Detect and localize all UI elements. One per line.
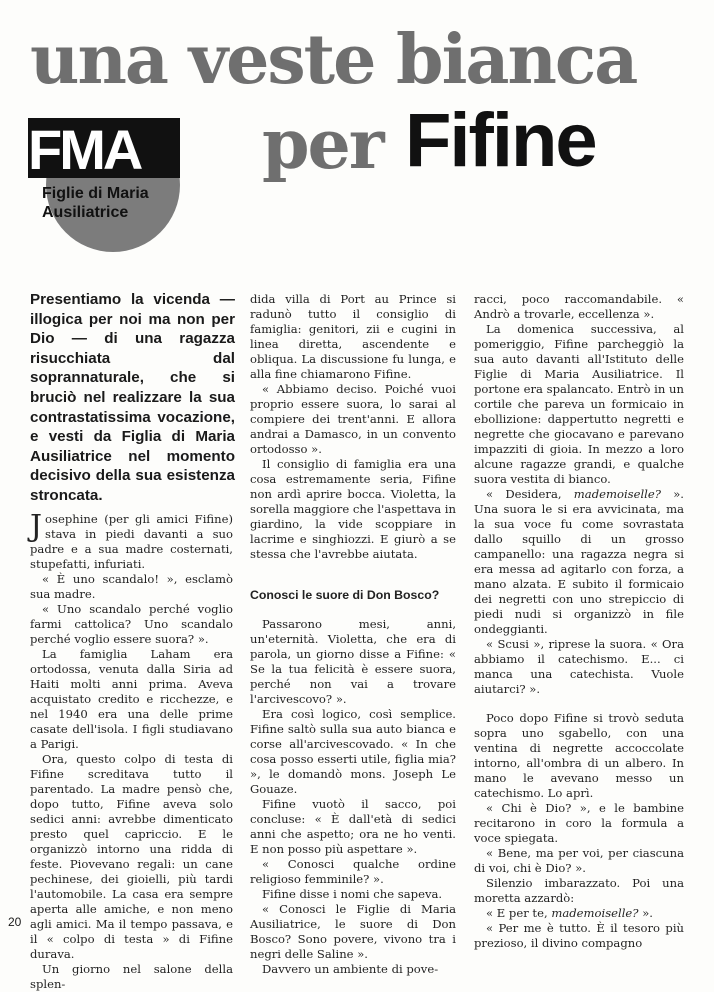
text-run: « E per te,	[486, 906, 552, 920]
paragraph: Silenzio imbarazzato. Poi una moretta azzardò:	[474, 876, 684, 905]
article-title-line1: una veste bianca	[30, 20, 637, 100]
paragraph: racci, poco raccomandabile. « Andrò a trovarle, eccellenza ».	[474, 292, 684, 321]
logo-mark: FMA	[28, 118, 141, 181]
paragraph: La famiglia Laham era ortodossa, venuta dalla Siria ad Haiti molti anni prima. Aveva acquistato credito e ricchezze, e nel 1940 era una delle prime casate dell'isola. I figli studiavano a Parigi.	[30, 647, 233, 751]
paragraph: Ora, questo colpo di testa di Fifine screditava tutto il parentado. La madre pensò che, dopo tutto, Fifine aveva solo sedici anni: avrebbe dimenticato presto quel capriccio. E le organizzò intorno una ridda di feste. Piovevano regali: un cane pechinese, dei gioielli, più tardi l'automobile. La casa era sempre aperta alle amiche, e non meno agli amici. Ma il tempo passava, e il « colpo di testa » di Fifine durava.	[30, 752, 233, 961]
paragraph: Un giorno nel salone della splen-	[30, 962, 233, 991]
paragraph: « Per me è tutto. È il tesoro più prezioso, il divino compagno	[474, 921, 684, 950]
paragraph: Fifine disse i nomi che sapeva.	[262, 887, 443, 901]
article-title-per: per	[262, 105, 383, 185]
text-run: ».	[638, 906, 653, 920]
column-3	[474, 292, 684, 951]
paragraph: Davvero un ambiente di pove-	[262, 962, 439, 976]
paragraph: « Chi è Dio? », e le bambine recitarono in coro la formula a voce spiegata.	[474, 801, 684, 845]
column-2	[250, 292, 456, 977]
paragraph: « Conosci qualche ordine religioso femminile? ».	[250, 857, 456, 886]
lead-paragraph: Presentiamo la vicenda — illogica per noi ma non per Dio — di una ragazza risucchiata dal soprannaturale, che si bruciò nel realizzare la sua contrastatissima vocazione, e vesti da Figlia di Maria Ausiliatrice nel momento decisivo della sua esistenza stroncata.	[30, 291, 235, 504]
paragraph: « È uno scandalo! », esclamò sua madre.	[30, 572, 233, 601]
paragraph: dida villa di Port au Prince si radunò tutto il consiglio di famiglia: genitori, zii e cugini in linea diretta, ascendente e obliqua. La discussione fu lunga, e alla fine chiamarono Fifine.	[250, 292, 456, 381]
paragraph: osephine (per gli amici Fifine) stava in piedi davanti a suo padre e a sua madre costernati, stupefatti, infuriati.	[30, 512, 233, 571]
paragraph: Poco dopo Fifine si trovò seduta sopra uno sgabello, con una ventina di negrette accoccolate intorno, all'ombra di un albero. In mano le avevano messo un catechismo. Lo aprì.	[474, 711, 684, 800]
paragraph: « Bene, ma per voi, per ciascuna di voi, chi è Dio? ».	[474, 846, 684, 875]
paragraph	[474, 906, 684, 921]
text-run: ». Una suora le si era avvicinata, ma la sua voce fu come sovrastata dallo squillo di un grosso campanello: una ragazza negra si era messa ad agitarlo con forza, a mano alzata. E subito il formicaio dei negretti con uno strepiccio di piedi nudi si organizzò in file ondeggianti.	[474, 487, 684, 636]
logo-caption-line2: Ausiliatrice	[42, 204, 129, 221]
paragraph: « Uno scandalo perché voglio farmi cattolica? Uno scandalo perché voglio essere suora? ».	[30, 602, 233, 646]
logo-caption	[42, 184, 149, 222]
paragraph: « Abbiamo deciso. Poiché vuoi proprio essere suora, lo sarai al compiere dei trent'anni. E allora andrai a Damasco, in un convento ortodosso ».	[250, 382, 456, 456]
paragraph: « Conosci le Figlie di Maria Ausiliatrice, le suore di Don Bosco? Sono povere, vivono tra i negri delle Saline ».	[250, 902, 456, 961]
text-run: « Desidera,	[486, 487, 574, 501]
paragraph: Era così logico, così semplice. Fifine saltò sulla sua auto bianca e corse all'arcivescovado. « In che cosa posso esserti utile, figlia mia? », le domandò mons. Joseph Le Gouaze.	[250, 707, 456, 796]
italic-run: mademoiselle?	[573, 487, 661, 501]
page-number: 20	[8, 915, 22, 929]
paragraph: « Scusi », riprese la suora. « Ora abbiamo il catechismo. E... ci manca una catechista. Vuole aiutarci? ».	[474, 637, 684, 696]
paragraph	[474, 487, 684, 637]
fma-logo	[28, 118, 180, 232]
column-1	[30, 509, 233, 992]
paragraph: La domenica successiva, al pomeriggio, Fifine parcheggiò la sua auto davanti all'Istituto delle Figlie di Maria Ausiliatrice. Il portone era spalancato. Entrò in un cortile che pareva un formicaio in ebollizione: dappertutto negretti e negrette che giocavano e parevano impazziti di gioia. In mezzo a loro alcune ragazze grandi, e qualche suora vestita di bianco.	[474, 322, 684, 486]
drop-cap: J	[30, 509, 43, 544]
section-gap	[474, 697, 684, 711]
paragraph: Il consiglio di famiglia era una cosa estremamente seria, Fifine non ardì aprire bocca. Violetta, la sorella maggiore che l'aspettava in giardino, la vide scoppiare in lacrime e singhiozzi. E giurò a se stessa che l'avrebbe aiutata.	[250, 457, 456, 561]
subheading: Conosci le suore di Don Bosco?	[250, 588, 440, 602]
logo-caption-line1: Figlie di Maria	[42, 185, 149, 202]
article-title-name: Fifine	[405, 98, 596, 183]
italic-run: mademoiselle?	[551, 906, 639, 920]
paragraph: Fifine vuotò il sacco, poi concluse: « È dall'età di sedici anni che aspetto; ora ne ho venti. E non posso più aspettare ».	[250, 797, 456, 856]
paragraph: Passarono mesi, anni, un'eternità. Violetta, che era di parola, un giorno disse a Fifine: « Se la tua felicità è essere suora, perché non vai a trovare l'arcivescovo? ».	[250, 617, 456, 706]
